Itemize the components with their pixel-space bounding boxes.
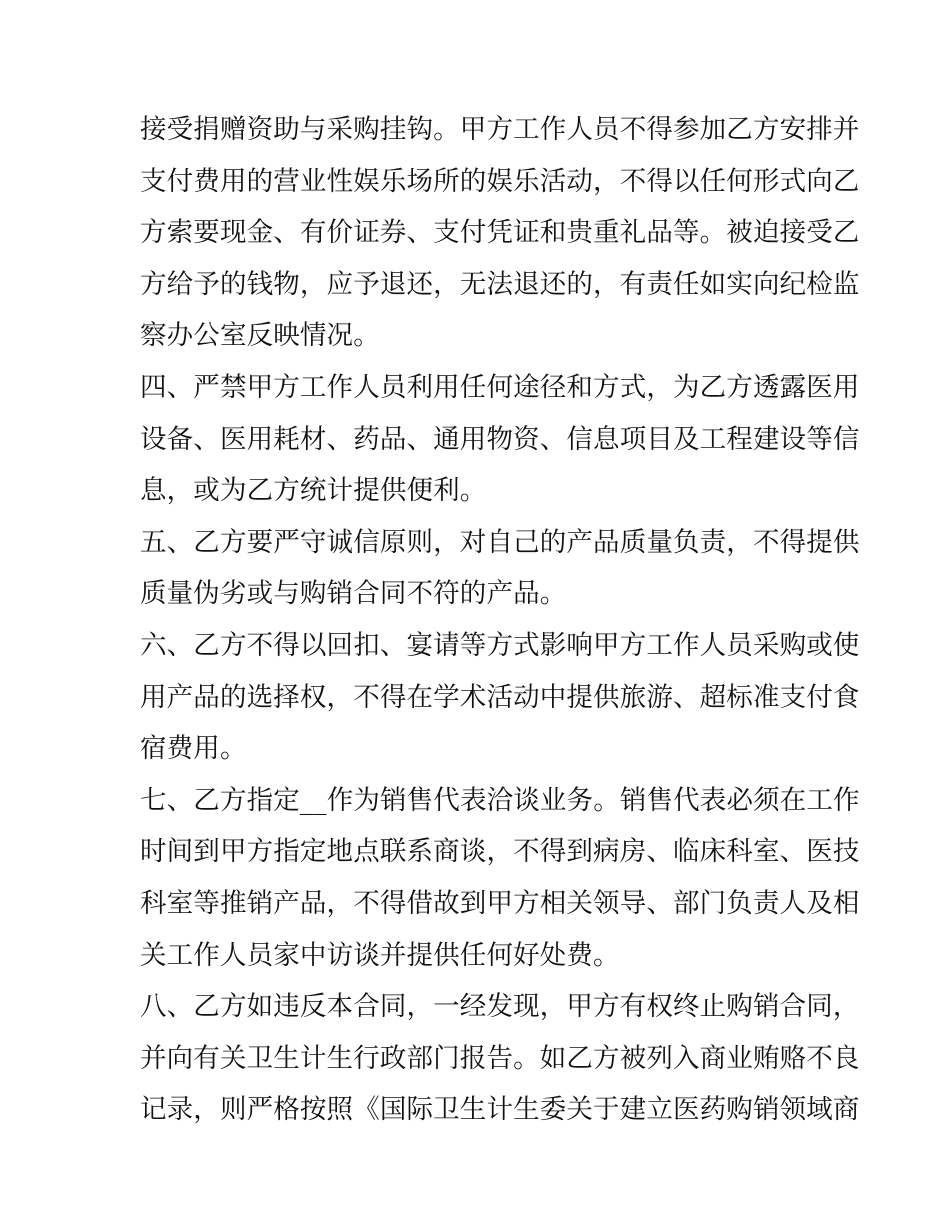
text-line: 用产品的选择权，不得在学术活动中提供旅游、超标准支付食	[140, 681, 860, 713]
text-line: 质量伪劣或与购销合同不符的产品。	[140, 578, 567, 610]
text-line: 息，或为乙方统计提供便利。	[140, 475, 487, 507]
text-line: 记录，则严格按照《国际卫生计生委关于建立医药购销领域商	[140, 1094, 860, 1126]
text-line: 科室等推销产品，不得借故到甲方相关领导、部门负责人及相	[140, 887, 860, 919]
text-line: 方索要现金、有价证券、支付凭证和贵重礼品等。被迫接受乙	[140, 217, 860, 249]
text-line: 时间到甲方指定地点联系商谈，不得到病房、临床科室、医技	[140, 836, 860, 868]
text-line: 五、乙方要严守诚信原则，对自己的产品质量负责，不得提供	[140, 526, 860, 558]
text-line: 四、严禁甲方工作人员利用任何途径和方式，为乙方透露医用	[140, 371, 860, 403]
text-line: 并向有关卫生计生行政部门报告。如乙方被列入商业贿赂不良	[140, 1042, 860, 1074]
text-line: 察办公室反映情况。	[140, 320, 380, 352]
text-line: 支付费用的营业性娱乐场所的娱乐活动，不得以任何形式向乙	[140, 165, 860, 197]
text-line: 设备、医用耗材、药品、通用物资、信息项目及工程建设等信	[140, 423, 860, 455]
text-line: 关工作人员家中访谈并提供任何好处费。	[140, 939, 620, 971]
text-line: 六、乙方不得以回扣、宴请等方式影响甲方工作人员采购或使	[140, 629, 860, 661]
text-line: 方给予的钱物，应予退还，无法退还的，有责任如实向纪检监	[140, 268, 860, 300]
text-line: 七、乙方指定__作为销售代表洽谈业务。销售代表必须在工作	[140, 784, 860, 816]
text-line: 宿费用。	[140, 733, 247, 765]
text-line: 八、乙方如违反本合同，一经发现，甲方有权终止购销合同，	[140, 991, 860, 1023]
text-line: 接受捐赠资助与采购挂钩。甲方工作人员不得参加乙方安排并	[140, 114, 860, 145]
document-body	[140, 104, 860, 1136]
